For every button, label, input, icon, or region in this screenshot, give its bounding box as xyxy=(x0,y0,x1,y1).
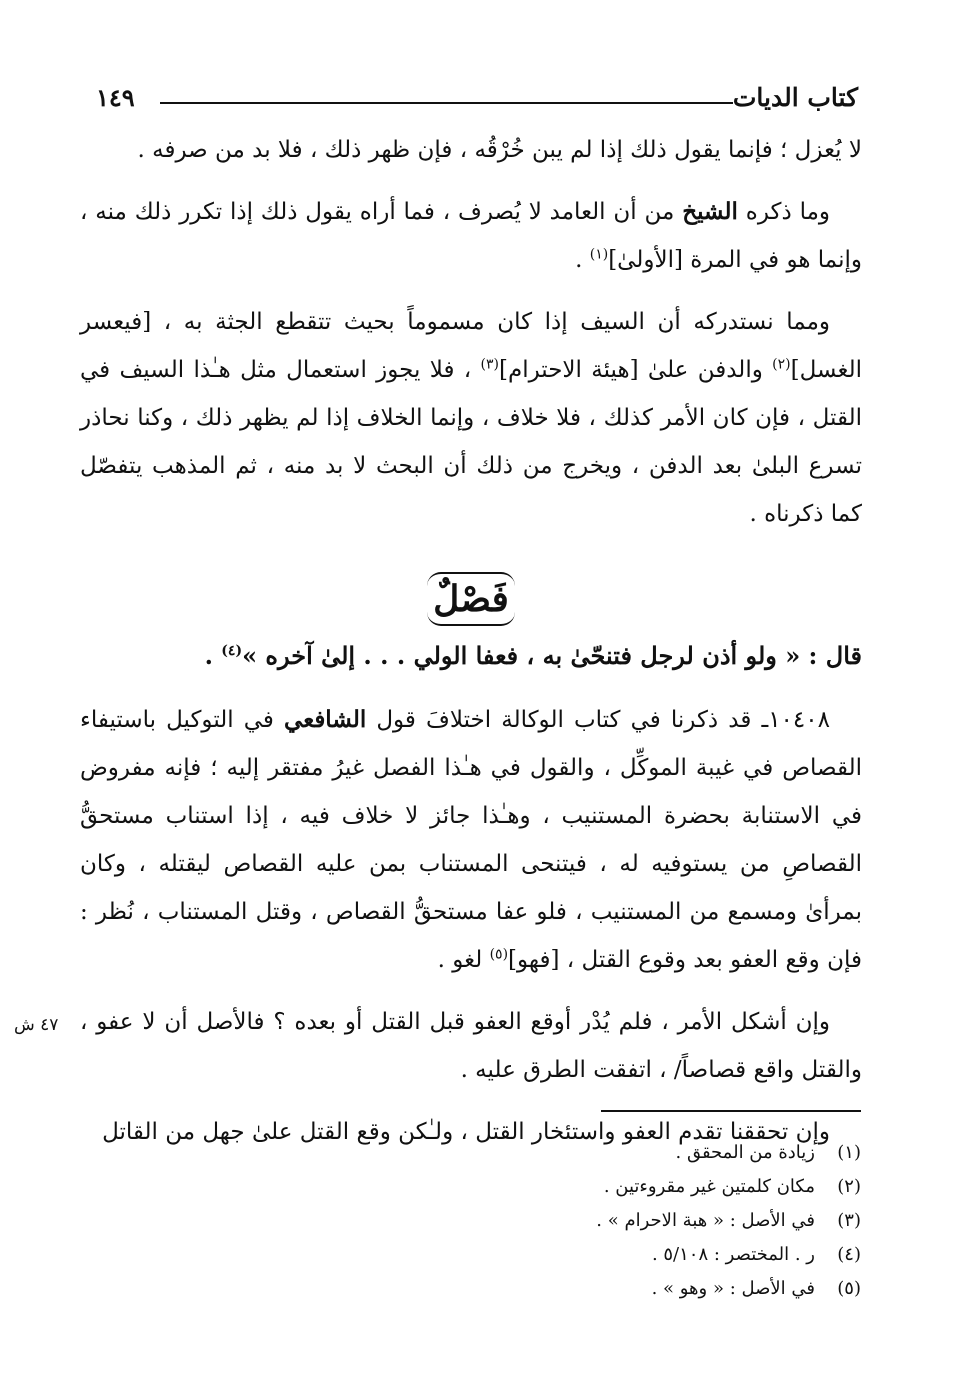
paragraph-text: وإن تحققنا تقدم العفو واستئخار القتل ، ولـٰكن وقع القتل علىٰ جهل من القاتل xyxy=(102,1119,830,1145)
section-heading-text: فَصْلٌ xyxy=(427,572,515,626)
paragraph-text: ١٠٤٠٨ـ قد ذكرنا في كتاب الوكالة اختلافَ قول xyxy=(376,707,830,733)
paragraph-text: . xyxy=(575,247,590,273)
paragraph-text: لا يُعزل ؛ فإنما يقول ذلك إذا لم يبن خُرْقُه ، فإن ظهر ذلك ، فلا بد من صرفه . xyxy=(137,137,862,163)
paragraph-text: لغو . xyxy=(437,947,490,973)
paragraph-text: والدفن علىٰ [هيئة الاحترام] xyxy=(498,357,773,383)
footnote-ref: (٢) xyxy=(772,356,791,373)
header-rule xyxy=(160,102,733,104)
quoted-statement xyxy=(80,632,862,680)
footnote-item xyxy=(161,1204,861,1238)
paragraph-text: وإن أشكل الأمر ، فلم يُدْر أوقع العفو قبل القتل أو بعده ؟ فالأصل أن لا عفو ، والقتل واقع قصاصاً/ ، اتفقت الطرق عليه . xyxy=(80,1009,862,1083)
main-text xyxy=(80,126,862,1156)
margin-folio-note: ٤٧ ش xyxy=(14,1015,59,1035)
footnote-item xyxy=(161,1170,861,1204)
quoted-text: . xyxy=(204,641,222,670)
section-heading xyxy=(80,572,862,626)
footnote-number: (٤) xyxy=(837,1244,861,1265)
footnote-number: (٥) xyxy=(837,1278,861,1299)
paragraph-text: وما ذكره xyxy=(745,199,831,225)
footnote-number: (١) xyxy=(837,1142,861,1163)
paragraph-ambiguity xyxy=(80,998,862,1094)
footnote-number: (٣) xyxy=(837,1210,861,1231)
footnote-ref: (٥) xyxy=(489,946,509,963)
footnote-item xyxy=(161,1272,861,1306)
paragraph-text: في التوكيل باستيفاء القصاص في غيبة الموكِّل ، والقول في هـٰذا الفصل غيرُ مفتقر إليه ؛ فإنه مفروض في الاستنابة بحضرة المستنيب ، وهـٰذا جائز لا خلاف فيه ، إذا استناب مستحقُّ القصاصِ من يستوفيه له ، فيتنحى المستناب بمن عليه القصاص ليقتله ، وكان بمرأىٰ ومسمع من المستنيب ، فلو عفا مستحقُّ القصاص ، وقتل المستناب ، نُظر : فإن وقع العفو بعد وقوع القتل ، [فهو] xyxy=(80,707,862,973)
footnote-ref: (١) xyxy=(589,246,609,263)
page-number: ١٤٩ xyxy=(96,83,135,112)
footnote-item xyxy=(161,1238,861,1272)
footnote-ref: (٣) xyxy=(480,356,499,373)
footnote-ref: (٤) xyxy=(221,643,243,659)
footnote-text: مكان كلمتين غير مقروءتين . xyxy=(603,1176,815,1197)
footnotes xyxy=(161,1136,861,1306)
bold-name: الشيخ xyxy=(682,198,738,225)
paragraph-numbered xyxy=(80,696,862,984)
paragraph-shaykh xyxy=(80,188,862,284)
footnote-rule xyxy=(601,1110,861,1112)
paragraph-continuation xyxy=(80,126,862,174)
quoted-text: قال : « ولو أذن لرجل فتنحّىٰ به ، فعفا الولي . . . إلىٰ آخره » xyxy=(242,641,862,670)
footnote-text: في الأصل : « هبة الاحرام » . xyxy=(596,1210,815,1231)
paragraph-text: ، فلا يجوز استعمال مثل هـٰذا السيف في القتل ، فإن كان الأمر كذلك ، فلا خلاف ، وإنما الخلاف إذا لم يظهر ذلك ، وكنا نحاذر تسرع البلىٰ بعد الدفن ، ويخرج من ذلك أن البحث لا بد منه ، ثم المذهب يتفصّل كما ذكرناه . xyxy=(80,357,862,527)
footnote-text: زيادة من المحقق . xyxy=(675,1142,815,1163)
page-header xyxy=(96,80,858,116)
footnote-item xyxy=(161,1136,861,1170)
footnote-number: (٢) xyxy=(837,1176,861,1197)
bold-name: الشافعي xyxy=(284,706,367,733)
paragraph-text: من أن العامد لا يُصرف ، فما أراه يقول ذلك إذا تكرر ذلك منه ، وإنما هو في المرة [الأولىٰ] xyxy=(80,199,862,273)
running-title: كتاب الديات xyxy=(732,83,858,112)
paragraph-sword xyxy=(80,298,862,538)
paragraph-text: ومما نستدركه أن السيف إذا كان مسموماً بحيث تتقطع الجثة به ، [فيعسر الغسل] xyxy=(80,309,863,383)
footnote-text: ر . المختصر : ٥/١٠٨ . xyxy=(651,1244,815,1265)
footnote-text: في الأصل : « وهو » . xyxy=(651,1278,815,1299)
